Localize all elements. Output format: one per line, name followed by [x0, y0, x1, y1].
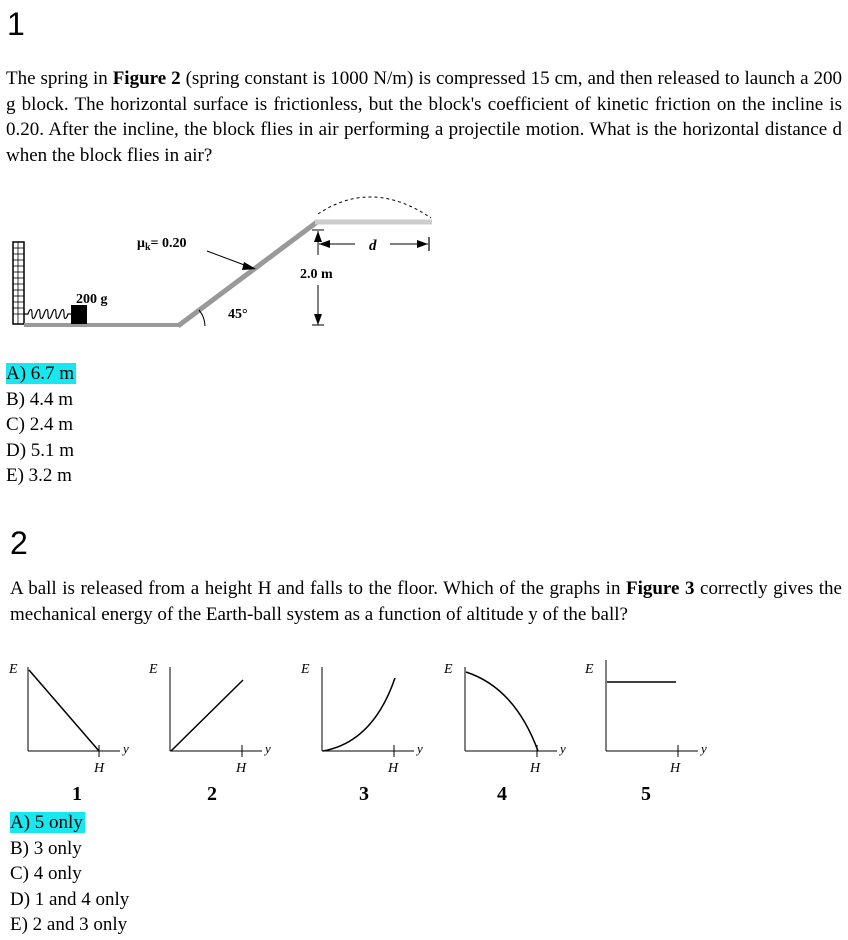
angle-label: 45° — [228, 307, 248, 322]
spring — [24, 310, 71, 319]
graph-4-e-label: E — [444, 662, 453, 677]
graph-3-e-label: E — [301, 662, 310, 677]
graph-2-number: 2 — [207, 783, 217, 805]
height-arrow-up-head — [314, 231, 322, 242]
graph-5-e-label: E — [585, 662, 594, 677]
friction-arrow-head — [242, 262, 256, 270]
question-2-choices — [10, 810, 129, 938]
q2-choice-e[interactable]: E) 2 and 3 only — [10, 914, 128, 935]
graph-2 — [148, 662, 271, 805]
graph-1-curve — [29, 670, 99, 751]
question-2-text — [10, 576, 842, 627]
question-2-number: 2 — [10, 525, 28, 561]
q1-choice-b[interactable]: B) 4.4 m — [6, 388, 74, 410]
graph-3-curve — [323, 678, 395, 751]
graph-1-e-label: E — [9, 662, 18, 677]
question-2-figure-ref: Figure 3 — [625, 578, 695, 599]
friction-arrow — [207, 251, 247, 266]
graph-5-number: 5 — [641, 783, 651, 805]
figure-3-energy-graphs — [0, 650, 848, 810]
question-1-choices — [6, 361, 76, 489]
graph-3-h-label: H — [388, 761, 399, 776]
figure-2-incline-diagram — [0, 0, 848, 340]
q1-choice-a[interactable]: A) 6.7 m — [6, 363, 75, 384]
graph-2-h-label: H — [236, 761, 247, 776]
friction-coefficient-label: $\mu_k= 0.20$ — [137, 236, 187, 253]
q2-choice-b[interactable]: B) 3 only — [10, 837, 82, 859]
graph-2-e-label: E — [149, 662, 158, 677]
graph-2-curve — [171, 680, 243, 751]
block — [71, 305, 87, 324]
question-2-text-before: A ball is released from a height H and falls to the floor. Which of the graphs in — [10, 578, 626, 599]
graph-4-x-label: y — [560, 741, 566, 756]
graph-4-number: 4 — [497, 783, 507, 805]
q1-choice-e[interactable]: E) 3.2 m — [6, 465, 72, 486]
graph-5-h-label: H — [670, 761, 681, 776]
q2-choice-a[interactable]: A) 5 only — [10, 812, 83, 833]
question-1-figure-ref: Figure 2 — [112, 68, 181, 89]
q2-choice-d[interactable]: D) 1 and 4 only — [10, 888, 130, 910]
graph-5 — [584, 660, 707, 805]
graph-1-number: 1 — [72, 783, 82, 805]
graph-1-x-label: y — [123, 741, 129, 756]
graph-5-x-label: y — [701, 741, 707, 756]
question-1-number: 1 — [7, 6, 25, 42]
distance-label: d — [369, 238, 377, 254]
height-label: 2.0 m — [300, 267, 333, 282]
graph-4-h-label: H — [530, 761, 541, 776]
graph-3 — [300, 662, 423, 805]
graph-3-number: 3 — [359, 783, 369, 805]
q1-choice-c[interactable]: C) 2.4 m — [6, 414, 74, 435]
question-2-text-after: correctly gives the mechanical energy of the Earth-ball system as a function of altitude y of the ball? — [10, 578, 842, 625]
q2-choice-c[interactable]: C) 4 only — [10, 863, 82, 884]
graph-1-h-label: H — [94, 761, 105, 776]
block-mass-label: 200 g — [76, 292, 108, 307]
graph-3-x-label: y — [417, 741, 423, 756]
distance-arrow-right-head — [417, 240, 428, 248]
height-arrow-down-head — [314, 314, 322, 325]
question-1-text-after: (spring constant is 1000 N/m) is compressed 15 cm, and then released to launch a 200 g block. The horizontal surface is frictionless, but the block's coefficient of kinetic friction on the incline is 0.20. After the incline, the block flies in air performing a projectile motion. What is the horizontal distance d when the block flies in air? — [6, 68, 842, 166]
graph-4 — [443, 662, 566, 805]
graph-2-x-label: y — [265, 741, 271, 756]
q1-choice-d[interactable]: D) 5.1 m — [6, 439, 75, 461]
graph-4-curve — [466, 672, 538, 751]
graph-1 — [8, 662, 129, 805]
projectile-path — [318, 197, 431, 218]
question-1-text-before: The spring in — [6, 68, 113, 89]
